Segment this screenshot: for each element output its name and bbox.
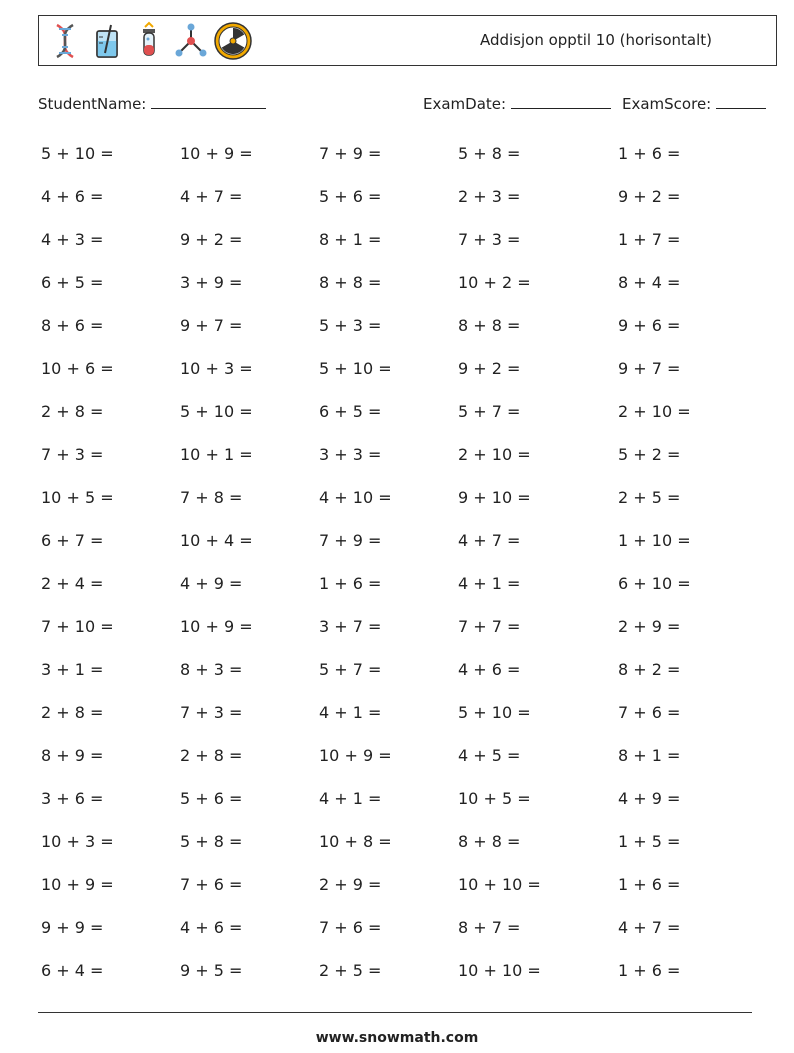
problem-item: 7 + 3 =	[180, 703, 243, 722]
problem-item: 4 + 9 =	[180, 574, 243, 593]
exam-date-line[interactable]	[511, 94, 611, 109]
problem-item: 5 + 7 =	[458, 402, 521, 421]
problem-item: 10 + 9 =	[41, 875, 114, 894]
exam-date-field	[423, 94, 611, 113]
problem-item: 7 + 8 =	[180, 488, 243, 507]
problem-item: 4 + 6 =	[180, 918, 243, 937]
problem-item: 2 + 8 =	[41, 402, 104, 421]
worksheet-title: Addisjon opptil 10 (horisontalt)	[479, 31, 712, 49]
problem-item: 4 + 7 =	[458, 531, 521, 550]
problem-item: 7 + 9 =	[319, 144, 382, 163]
problem-item: 2 + 3 =	[458, 187, 521, 206]
student-name-label: StudentName:	[38, 95, 147, 113]
problem-item: 1 + 6 =	[618, 961, 681, 980]
problem-item: 10 + 3 =	[41, 832, 114, 851]
problem-item: 4 + 1 =	[319, 789, 382, 808]
exam-score-line[interactable]	[716, 94, 766, 109]
problem-item: 7 + 6 =	[180, 875, 243, 894]
problem-item: 3 + 9 =	[180, 273, 243, 292]
problem-item: 10 + 9 =	[180, 617, 253, 636]
problem-item: 5 + 10 =	[458, 703, 531, 722]
problem-item: 10 + 8 =	[319, 832, 392, 851]
problem-item: 8 + 3 =	[180, 660, 243, 679]
problem-item: 4 + 10 =	[319, 488, 392, 507]
problem-item: 10 + 10 =	[458, 961, 541, 980]
problem-item: 3 + 7 =	[319, 617, 382, 636]
problem-item: 9 + 2 =	[458, 359, 521, 378]
student-name-field	[38, 94, 266, 113]
problem-item: 6 + 5 =	[41, 273, 104, 292]
student-name-line[interactable]	[151, 94, 266, 109]
problem-item: 5 + 10 =	[180, 402, 253, 421]
problem-item: 9 + 2 =	[618, 187, 681, 206]
problem-item: 1 + 6 =	[618, 144, 681, 163]
problem-item: 10 + 6 =	[41, 359, 114, 378]
problem-item: 1 + 6 =	[618, 875, 681, 894]
problem-item: 3 + 6 =	[41, 789, 104, 808]
problem-item: 3 + 3 =	[319, 445, 382, 464]
problem-item: 2 + 10 =	[458, 445, 531, 464]
exam-score-label: ExamScore:	[622, 95, 712, 113]
problem-item: 1 + 5 =	[618, 832, 681, 851]
problem-item: 5 + 3 =	[319, 316, 382, 335]
problem-item: 8 + 8 =	[458, 316, 521, 335]
problem-item: 3 + 1 =	[41, 660, 104, 679]
problem-item: 2 + 5 =	[319, 961, 382, 980]
problem-item: 2 + 9 =	[319, 875, 382, 894]
problem-item: 4 + 7 =	[180, 187, 243, 206]
problem-item: 7 + 10 =	[41, 617, 114, 636]
problem-item: 2 + 4 =	[41, 574, 104, 593]
problem-item: 8 + 4 =	[618, 273, 681, 292]
problem-item: 7 + 6 =	[319, 918, 382, 937]
beaker-icon	[87, 21, 127, 61]
problem-item: 10 + 1 =	[180, 445, 253, 464]
problem-item: 4 + 7 =	[618, 918, 681, 937]
problem-item: 5 + 8 =	[458, 144, 521, 163]
footer-divider	[38, 1012, 752, 1013]
problem-item: 8 + 2 =	[618, 660, 681, 679]
problem-item: 5 + 2 =	[618, 445, 681, 464]
problem-item: 2 + 5 =	[618, 488, 681, 507]
problem-item: 2 + 10 =	[618, 402, 691, 421]
problem-item: 10 + 4 =	[180, 531, 253, 550]
problem-item: 6 + 10 =	[618, 574, 691, 593]
problem-item: 4 + 1 =	[458, 574, 521, 593]
icon-strip	[45, 19, 255, 63]
problem-item: 8 + 1 =	[618, 746, 681, 765]
test-tube-icon	[129, 21, 169, 61]
problem-item: 9 + 7 =	[618, 359, 681, 378]
problem-item: 6 + 7 =	[41, 531, 104, 550]
problem-item: 8 + 7 =	[458, 918, 521, 937]
problem-item: 9 + 9 =	[41, 918, 104, 937]
problem-item: 10 + 9 =	[180, 144, 253, 163]
problem-item: 7 + 3 =	[41, 445, 104, 464]
problem-item: 5 + 10 =	[41, 144, 114, 163]
problem-item: 10 + 3 =	[180, 359, 253, 378]
problem-item: 9 + 5 =	[180, 961, 243, 980]
problem-item: 8 + 8 =	[458, 832, 521, 851]
problem-item: 4 + 6 =	[41, 187, 104, 206]
radiation-icon	[213, 21, 253, 61]
problem-item: 6 + 4 =	[41, 961, 104, 980]
problem-item: 2 + 8 =	[180, 746, 243, 765]
problem-item: 4 + 3 =	[41, 230, 104, 249]
problem-item: 5 + 8 =	[180, 832, 243, 851]
molecule-icon	[171, 21, 211, 61]
exam-score-field	[622, 94, 766, 113]
problem-item: 7 + 9 =	[319, 531, 382, 550]
dna-icon	[45, 21, 85, 61]
problem-item: 1 + 10 =	[618, 531, 691, 550]
problem-item: 4 + 9 =	[618, 789, 681, 808]
problem-item: 9 + 10 =	[458, 488, 531, 507]
footer-url: www.snowmath.com	[315, 1030, 479, 1046]
worksheet-header	[38, 15, 777, 66]
problem-item: 8 + 9 =	[41, 746, 104, 765]
problem-item: 10 + 5 =	[41, 488, 114, 507]
problem-item: 9 + 7 =	[180, 316, 243, 335]
exam-date-label: ExamDate:	[423, 95, 507, 113]
problem-item: 7 + 6 =	[618, 703, 681, 722]
problem-item: 5 + 6 =	[180, 789, 243, 808]
problem-item: 5 + 7 =	[319, 660, 382, 679]
problem-item: 1 + 6 =	[319, 574, 382, 593]
problem-item: 4 + 5 =	[458, 746, 521, 765]
problem-item: 9 + 6 =	[618, 316, 681, 335]
problem-item: 8 + 1 =	[319, 230, 382, 249]
problem-item: 10 + 5 =	[458, 789, 531, 808]
problem-item: 9 + 2 =	[180, 230, 243, 249]
problem-item: 4 + 6 =	[458, 660, 521, 679]
problem-item: 8 + 6 =	[41, 316, 104, 335]
problem-item: 10 + 10 =	[458, 875, 541, 894]
problem-item: 7 + 7 =	[458, 617, 521, 636]
problem-item: 10 + 9 =	[319, 746, 392, 765]
problem-item: 8 + 8 =	[319, 273, 382, 292]
problem-item: 1 + 7 =	[618, 230, 681, 249]
problem-item: 5 + 10 =	[319, 359, 392, 378]
problem-item: 5 + 6 =	[319, 187, 382, 206]
problem-item: 10 + 2 =	[458, 273, 531, 292]
problem-item: 4 + 1 =	[319, 703, 382, 722]
problem-item: 2 + 9 =	[618, 617, 681, 636]
problem-item: 7 + 3 =	[458, 230, 521, 249]
problem-item: 2 + 8 =	[41, 703, 104, 722]
problem-item: 6 + 5 =	[319, 402, 382, 421]
